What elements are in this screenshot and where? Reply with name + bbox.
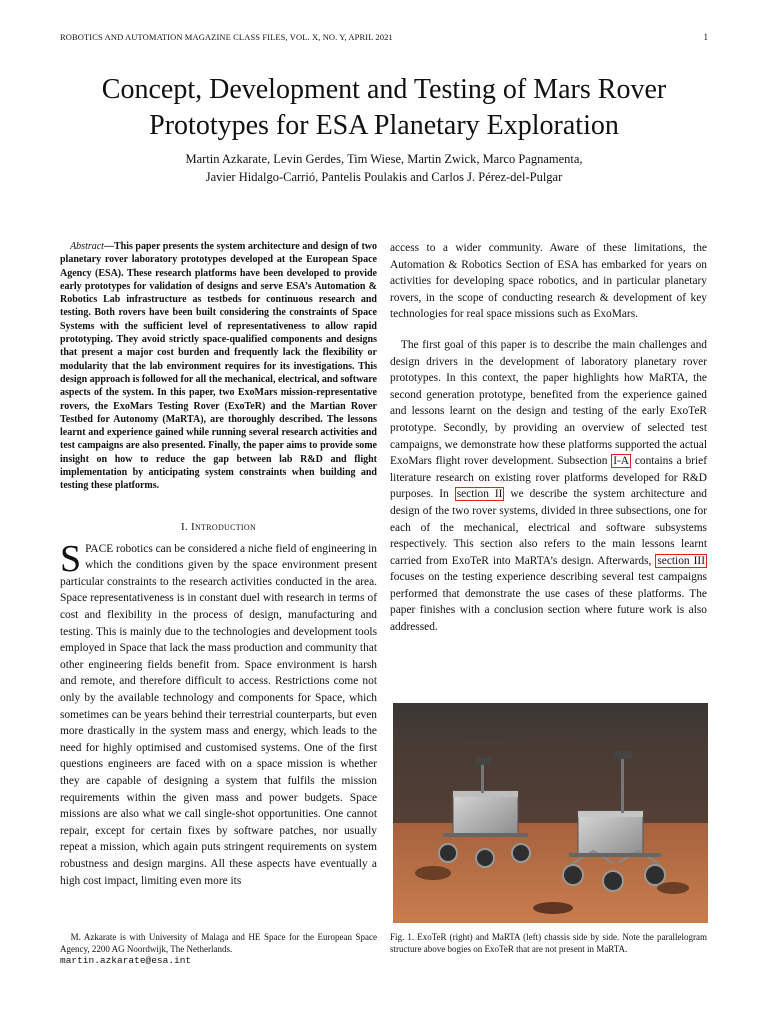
intro-paragraph-2-part-a: The first goal of this paper is to describe the main challenges and design drivers in the development of laboratory planetary rover prototypes. In this context, the paper highlights how MaRTA, the second generation prototype, benefited from the experience gained and lessons learnt on the design and testing of the early ExoTeR prototype. Secondly, by providing an overview of selected test campaigns, we demonstrate how these platforms supported the actual ExoMars flight rover development. Subsection [390,338,708,468]
intro-paragraph-2 [390,337,707,636]
right-column [390,240,707,636]
rock [533,902,573,914]
author-email[interactable]: martin.azkarate@esa.int [60,955,192,966]
rock [657,882,689,894]
intro-paragraph-1-text: PACE robotics can be considered a niche field of engineering in which the conditions given by the space environment present particular constraints to the research activities conducted in the area. Space representativeness is in constant duel with research in terms of cost and flexibility in the process of design, manufacturing and testing. This is mainly due to the technologies and development tools employed in Space that lack the mass production and community that other engineering fields benefit from. Space environment is harsh and remote, and therefore difficult to access. Restrictions come not only by the available technology and components for Space, which sometimes can be years behind their terrestrial counterparts, but even more drastically in the system mass and energy, which leads to the need for highly optimised and customised systems. One of the first questions engineers are faced with on a space mission is whether they are capable of designing a system that fulfils the mission requirements within the given mass and power budgets. Space missions are also what we call single-shot opportunities. One cannot repair, except for certain fixes by software patches, nor usually repeat a mission, which again puts stringent requirements on system robustness and design margins. All these aspects have eventually a high cost impact, limiting even more its [60,542,377,887]
rock [415,866,451,880]
section-title: Introduction [191,520,257,533]
footnote-text: M. Azkarate is with University of Malaga and HE Space for the European Space Agency, 2200 AG Noordwijk, The Netherlands. [60,932,377,954]
figure-caption: Fig. 1. ExoTeR (right) and MaRTA (left) chassis side by side. Note the parallelogram structure above bogies on ExoTeR that are not present in MaRTA. [390,932,707,954]
abstract-text: This paper presents the system architecture and design of two planetary rover laboratory prototypes developed at the European Space Agency (ESA). These research platforms have been developed to provide early prototypes for validation of designs and serve ESA’s Automation & Robotics Lab infrastructure as testbeds for continuous research and testing. Both rovers have been built considering the constraints of Space Systems with the sufficient level of representativeness to allow rapid prototyping. They avoid strictly space-qualified components and designs that present a major cost burden and frequently lack the flexibility or modularity that the lab environment requires for its investigations. This design approach is followed for all the mechanical, electrical, and software aspects of the system. In this paper, two ExoMars mission-representative rovers, the ExoMars Testing Rover (ExoTeR) and the Martian Rover Testbed for Autonomy (MaRTA), are thoroughly described. The lessons learnt and experience gained while running several research activities and test campaigns are also presented. Finally, the paper aims to provide some insight on how to reduce the gap between lab R&D and flight implementation by anticipating system constraints when building and testing these platforms. [60,241,378,492]
title-line-2: Prototypes for ESA Planetary Exploration [149,110,619,141]
intro-paragraph-2-part-d: focuses on the testing experience describing several test campaigns performed that demonstrate the use cases of these platforms. The paper finishes with a conclusion section where future work is also addressed. [390,571,707,634]
authors-line-1: Martin Azkarate, Levin Gerdes, Tim Wiese, Martin Zwick, Marco Pagnamenta, [185,152,583,166]
title-line-1: Concept, Development and Testing of Mars Rover [101,74,667,105]
intro-paragraph-2-part-b: contains a brief literature research on existing rover platforms developed for R&D purposes. In [390,455,707,501]
intro-paragraph-2-part-c: we describe the system architecture and design of the two rover systems, divided in three subsections, one for each of the mechanical, electrical and software subsystems respectively. This section also refers to the main lessons learnt carried from ExoTeR into MaRTA’s design. Afterwards, [390,488,707,567]
intro-paragraph-1 [60,537,377,889]
section-number: I. [180,520,188,533]
rover-photo [393,703,708,923]
intro-paragraph-1-continued: access to a wider community. Aware of these limitations, the Automation & Robotics Section of ESA has embarked for years on activities for developing space robotics, and in particular planetary rovers, in the scope of conducting research & development of key technologies for real space missions such as ExoMars. [390,242,707,321]
section-heading-introduction [60,521,377,533]
abstract-dash: — [103,241,114,252]
page-number: 1 [703,32,708,42]
section-iii-link[interactable]: section III [657,554,705,567]
section-ii-link[interactable]: section II [456,488,503,501]
paper-title [40,72,728,144]
abstract [60,240,377,493]
left-column [60,240,377,889]
subsection-link[interactable]: I-A [613,455,630,468]
author-footnote [60,932,377,967]
author-list [80,150,688,186]
rock-wall [393,733,708,823]
drop-cap: S [60,537,82,580]
authors-line-2: Javier Hidalgo-Carrió, Pantelis Poulakis and Carlos J. Pérez-del-Pulgar [205,170,563,184]
running-head: ROBOTICS AND AUTOMATION MAGAZINE CLASS FILES, VOL. X, NO. Y, APRIL 2021 [60,32,393,42]
abstract-label: Abstract [70,241,104,252]
figure-1 [393,703,708,923]
